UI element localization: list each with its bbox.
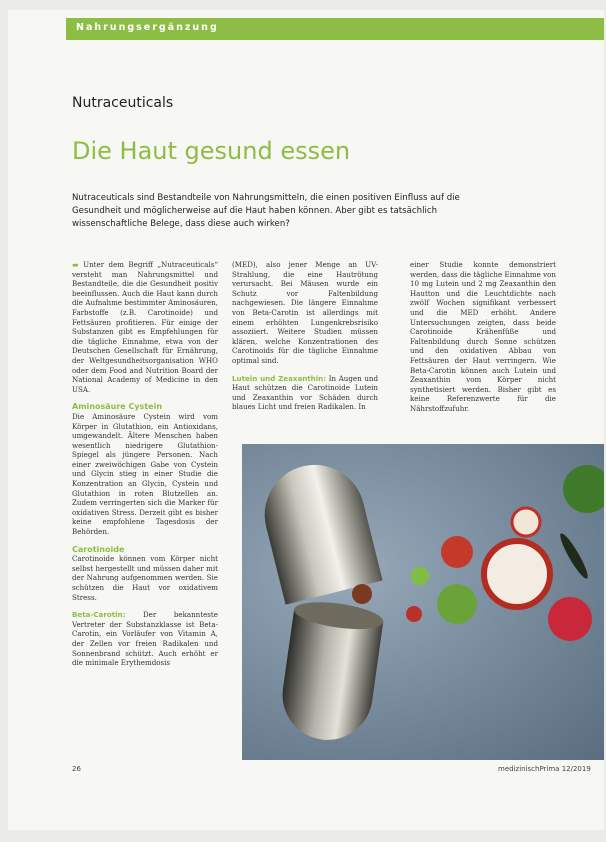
article-start-mark: ▬ [72,260,84,269]
paragraph-text: Der bekannteste Vertreter der Substanzklasse ist Beta-Carotin, ein Vorläufer von Vitamin A, der Zellen vor freien Radikalen und Sonnenbrand schützt. Auch erhöht er die minimale Erythemdosis [72,610,218,668]
capsule-food-photo [242,444,604,760]
cucumber [557,531,592,581]
article-kicker: Nutraceuticals [72,95,174,111]
paragraph: einer Studie konnte demonstriert werden, dass die tägliche Einnahme von 10 mg Lutein und 2 mg Zeaxanthin den Hautton und die Leuchtdichte nach zwölf Wochen signifikant verbessert und die MED erhöht. Andere Untersuchungen zeigten, dass beide Carotinoide Krähenfüße und Faltenbildung durch Sonne schützen und den oxidativen Abbau von Fettsäuren der Haut verringern. Wie Beta-Carotin können auch Lutein und Zeaxanthin vom Körper nicht synthetisiert werden. Bisher gibt es keine Referenzwerte für die Nährstoffzufuhr. [410,260,556,413]
article-headline: Die Haut gesund essen [72,137,351,165]
subheading-cystein: Aminosäure Cystein [72,402,163,412]
paragraph: (MED), also jener Menge an UV-Strahlung, die eine Hautrötung verursacht. Bei Mäusen wurde ein Schutz vor Faltenbildung nachgewiesen. Die längere Einnahme von Beta-Carotin ist allerdings mit einem erhöhten Lungenkrebsrisiko assoziiert. Weitere Studien müssen klären, welche Konzentrationen des Carotinoids für die tägliche Einnahme optimal sind. [232,260,378,365]
capsule-top-half [254,454,382,604]
article-lead: Nutraceuticals sind Bestandteile von Nahrungsmitteln, die einen positiven Einfluss auf die Gesundheit und möglicherweise auf die Haut haben können. Aber gibt es tatsächlich wissenschaftliche Belege, dass diese auch wirken? [72,193,460,229]
paragraph-text: Unter dem Begriff „Nutraceuticals“ versteht man Nahrungsmittel und Bestandteile, die die Gesundheit positiv beeinflussen. Auch die Haut kann durch die Aufnahme bestimmter Aminosäuren, Farbstoffe (z.B. Carotinoide) und Fettsäuren profitieren. Für einige der Substanzen gibt es Empfehlungen für die tägliche Einnahme, etwa von der Deutschen Gesellschaft für Ernährung, der Weltgesundheitsorganisation WHO oder dem Food and Nutrition Board der National Academy of Medicine in den USA. [72,260,218,394]
strawberry [548,597,592,641]
inline-heading-lutein: Lutein und Zeaxanthin: [232,373,327,383]
pea [411,567,429,585]
paragraph [72,610,218,668]
paragraph [72,260,218,394]
broccoli [563,465,604,513]
subheading-carotinoide: Carotinoide [72,544,125,554]
capsule-illustration [242,444,604,760]
apple-slice [512,508,540,536]
text-column-2 [232,260,378,412]
paragraph [232,374,378,412]
tomato-slice [441,536,473,568]
section-header-bar [66,18,604,40]
magazine-issue: medizinischPrima 12/2019 [498,765,591,773]
magazine-page [8,10,604,830]
paragraph: Carotinoide können vom Körper nicht selbst hergestellt und müssen daher mit der Nahrung aufgenommen werden. Sie schützen die Haut vor oxidativem Stress. [72,554,218,602]
inline-heading-beta-carotin: Beta-Carotin: [72,610,126,620]
cherry-tomato [406,606,422,622]
berry [352,584,372,604]
green-apple [437,584,477,624]
section-label: Nahrungsergänzung [76,22,219,33]
text-column-1 [72,260,218,668]
apple-half [484,541,550,607]
text-column-3 [410,260,556,414]
page-number: 26 [72,765,81,773]
paragraph-text: In Augen und Haut schützen die Carotinoide Lutein und Zeaxanthin vor Schäden durch blaues Licht und freien Radikalen. In [232,373,378,412]
paragraph: Die Aminosäure Cystein wird vom Körper in Glutathion, ein Antioxidans, umgewandelt. Ältere Menschen haben wesentlich niedrigere Glutathion-Spiegel als jüngere Personen. Nach einer zweiwöchigen Gabe von Cystein und Glycin stieg in einer Studie die Konzentration an Glycin, Cystein und Glutathion in roten Blutzellen an. Zudem verringerten sich die Marker für oxidativen Stress. Derzeit gibt es bisher keine empfohlene Tagesdosis der Behörden. [72,411,218,537]
capsule-bottom-half [277,598,385,746]
